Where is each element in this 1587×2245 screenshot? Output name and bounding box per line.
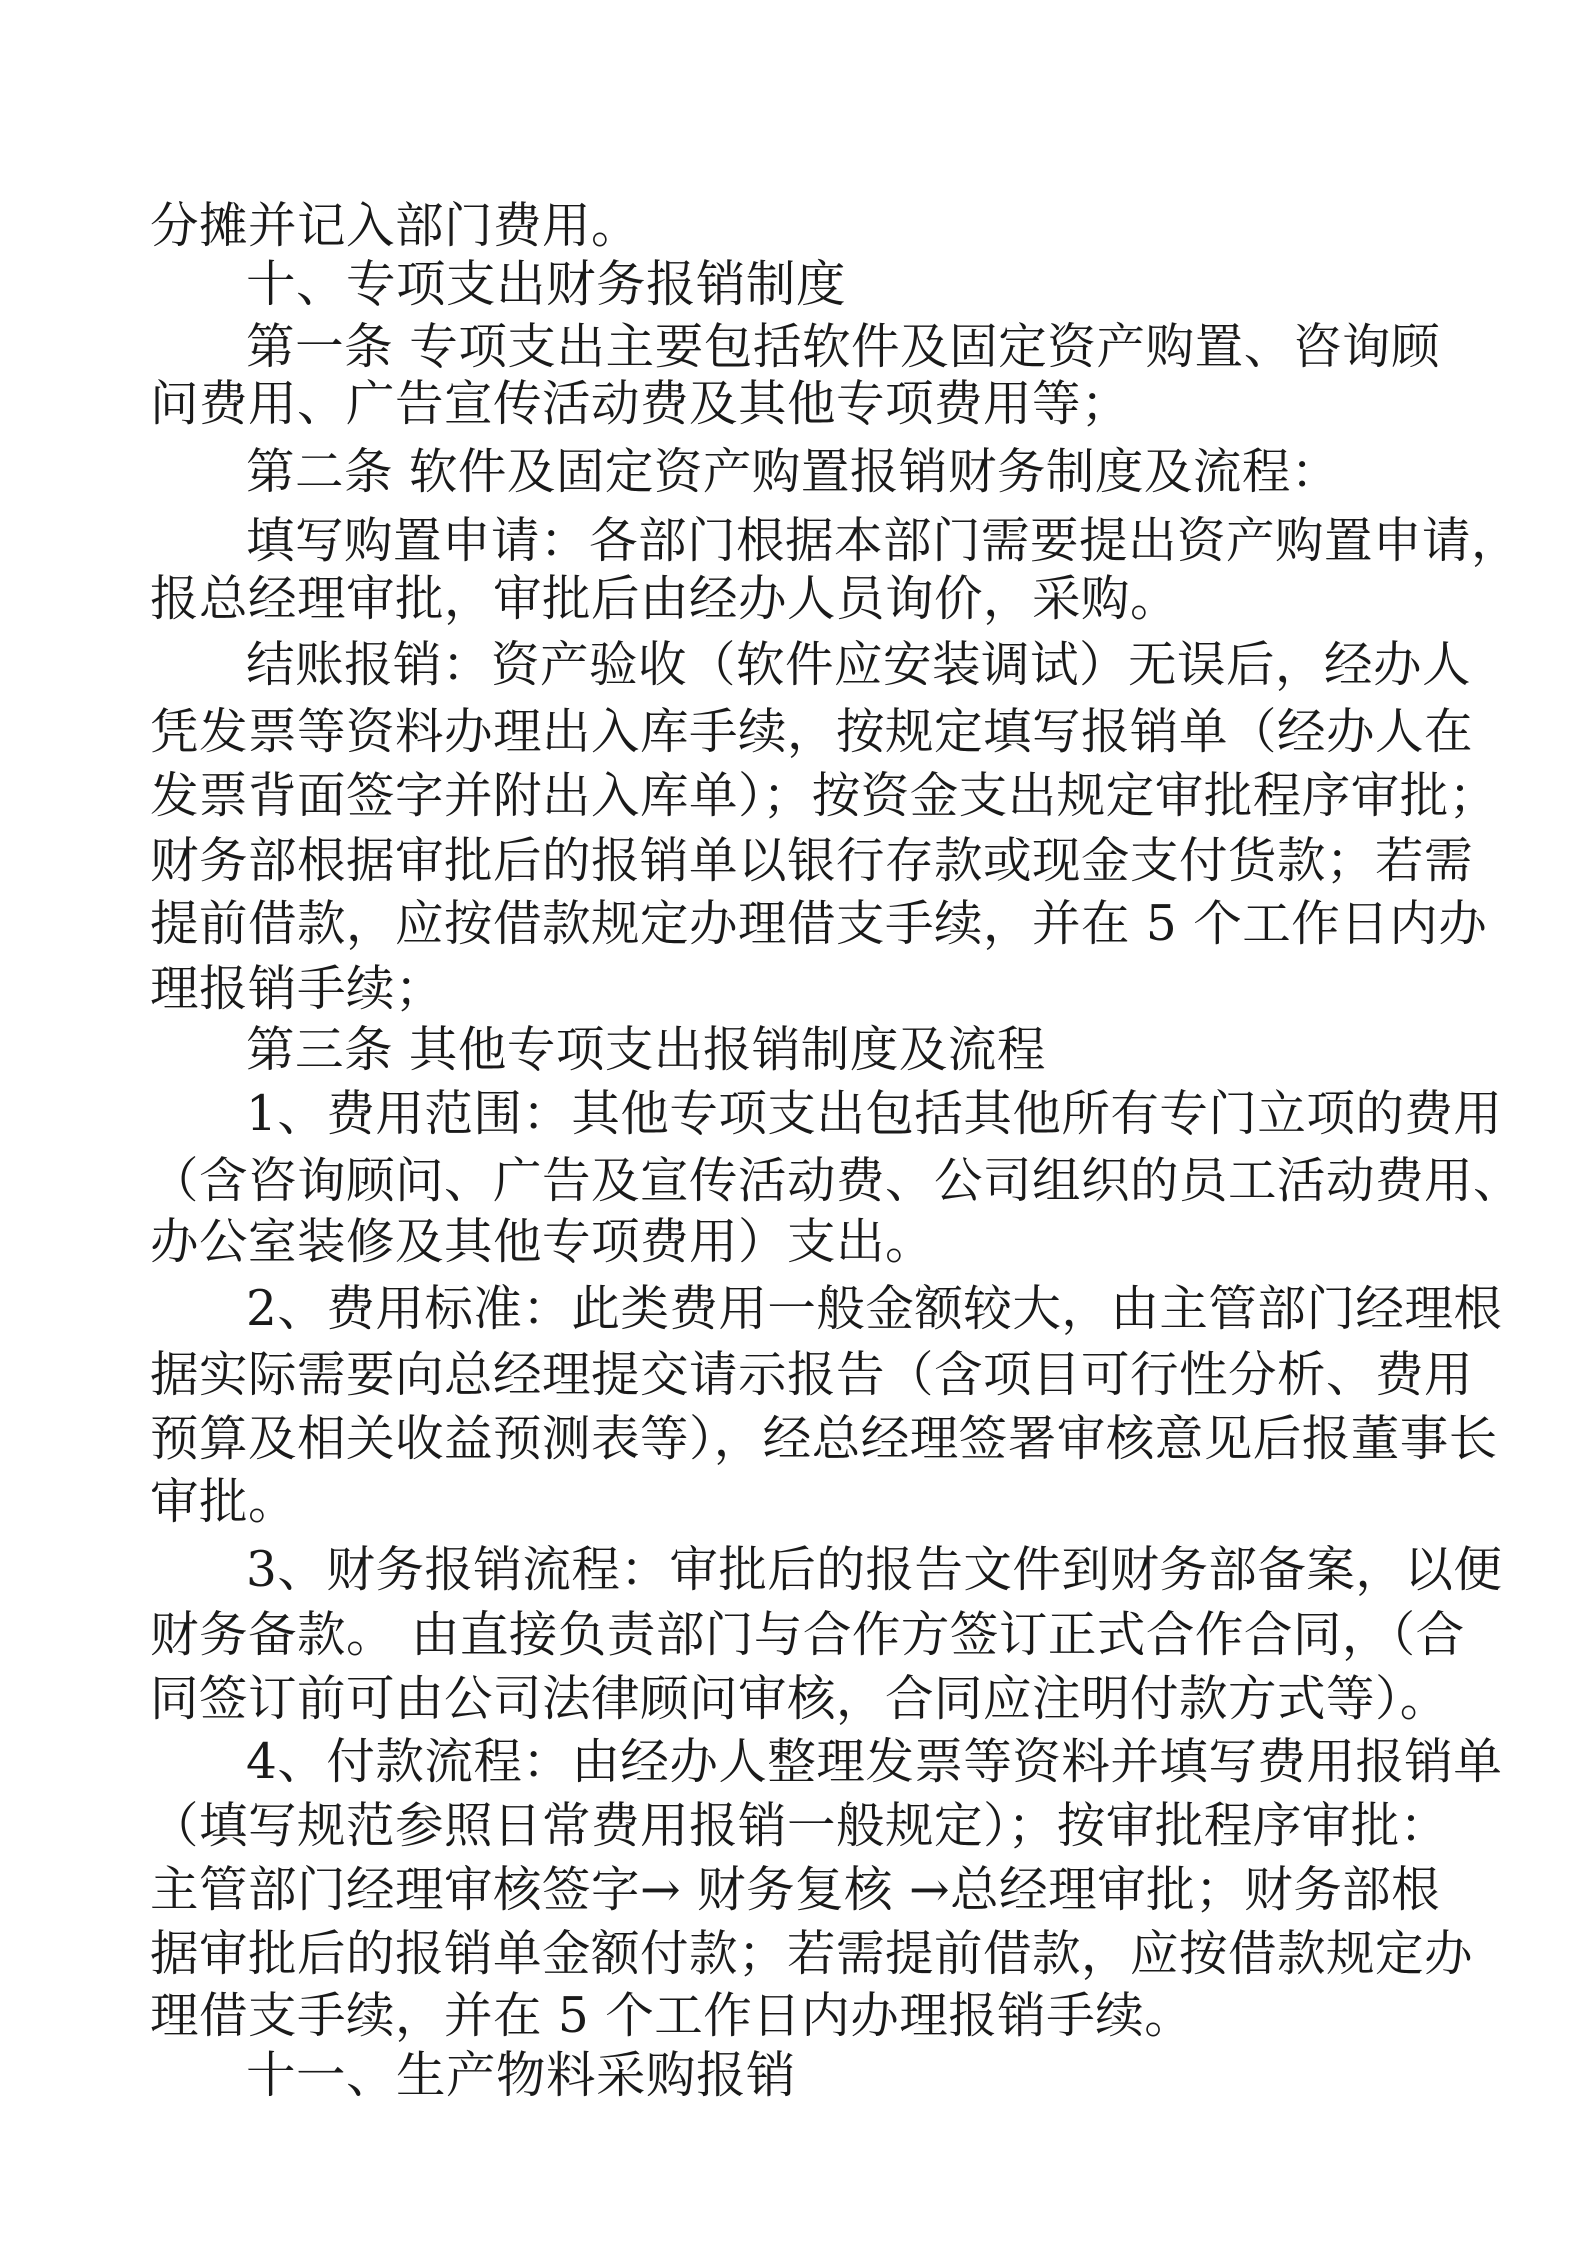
text-line: 3、财务报销流程：审批后的报告文件到财务部备案，以便	[246, 1542, 1503, 1598]
text-line: 据审批后的报销单金额付款；若需提前借款，应按借款规定办	[150, 1926, 1474, 1982]
text-line: 预算及相关收益预测表等），经总经理签署审核意见后报董事长	[150, 1411, 1498, 1467]
text-line: 结账报销：资产验收（软件应安装调试）无误后，经办人	[246, 637, 1472, 693]
text-line: 填写购置申请：各部门根据本部门需要提出资产购置申请，	[246, 513, 1521, 569]
text-line: 据实际需要向总经理提交请示报告（含项目可行性分析、费用	[150, 1347, 1474, 1403]
text-line: 第二条 软件及固定资产购置报销财务制度及流程：	[246, 444, 1340, 500]
text-line: 理报销手续；	[150, 961, 445, 1017]
text-line: 财务部根据审批后的报销单以银行存款或现金支付货款；若需	[150, 833, 1474, 889]
text-line: 提前借款，应按借款规定办理借支手续，并在 5 个工作日内办	[150, 896, 1488, 952]
text-line: 同签订前可由公司法律顾问审核，合同应注明付款方式等）。	[150, 1671, 1449, 1727]
text-line: 分摊并记入部门费用。	[150, 198, 641, 254]
section-heading: 十一、生产物料采购报销	[246, 2046, 796, 2104]
text-line: 第三条 其他专项支出报销制度及流程	[246, 1022, 1046, 1078]
text-line: （填写规范参照日常费用报销一般规定）；按审批程序审批：	[150, 1798, 1449, 1854]
text-line: 报总经理审批，审批后由经办人员询价，采购。	[150, 571, 1180, 627]
text-line: 1、费用范围：其他专项支出包括其他所有专门立项的费用	[246, 1086, 1503, 1142]
text-line: 理借支手续，并在 5 个工作日内办理报销手续。	[150, 1988, 1194, 2044]
text-line: 问费用、广告宣传活动费及其他专项费用等；	[150, 376, 1131, 432]
text-line: 凭发票等资料办理出入库手续，按规定填写报销单（经办人在	[150, 704, 1474, 760]
text-line: 审批。	[150, 1474, 298, 1530]
text-line: 第一条 专项支出主要包括软件及固定资产购置、咨询顾	[246, 319, 1440, 375]
section-heading: 十、专项支出财务报销制度	[246, 255, 846, 313]
text-line: 发票背面签字并附出入库单）；按资金支出规定审批程序审批；	[150, 768, 1498, 824]
text-line: （含咨询顾问、广告及宣传活动费、公司组织的员工活动费用、	[150, 1153, 1523, 1209]
text-line: 4、付款流程：由经办人整理发票等资料并填写费用报销单	[246, 1734, 1503, 1790]
text-line: 2、费用标准：此类费用一般金额较大，由主管部门经理根	[246, 1281, 1503, 1337]
text-line: 主管部门经理审核签字→ 财务复核 →总经理审批；财务部根	[150, 1862, 1441, 1918]
text-line: 办公室装修及其他专项费用）支出。	[150, 1214, 935, 1270]
text-line: 财务备款。 由直接负责部门与合作方签订正式合作合同，（合	[150, 1607, 1465, 1663]
